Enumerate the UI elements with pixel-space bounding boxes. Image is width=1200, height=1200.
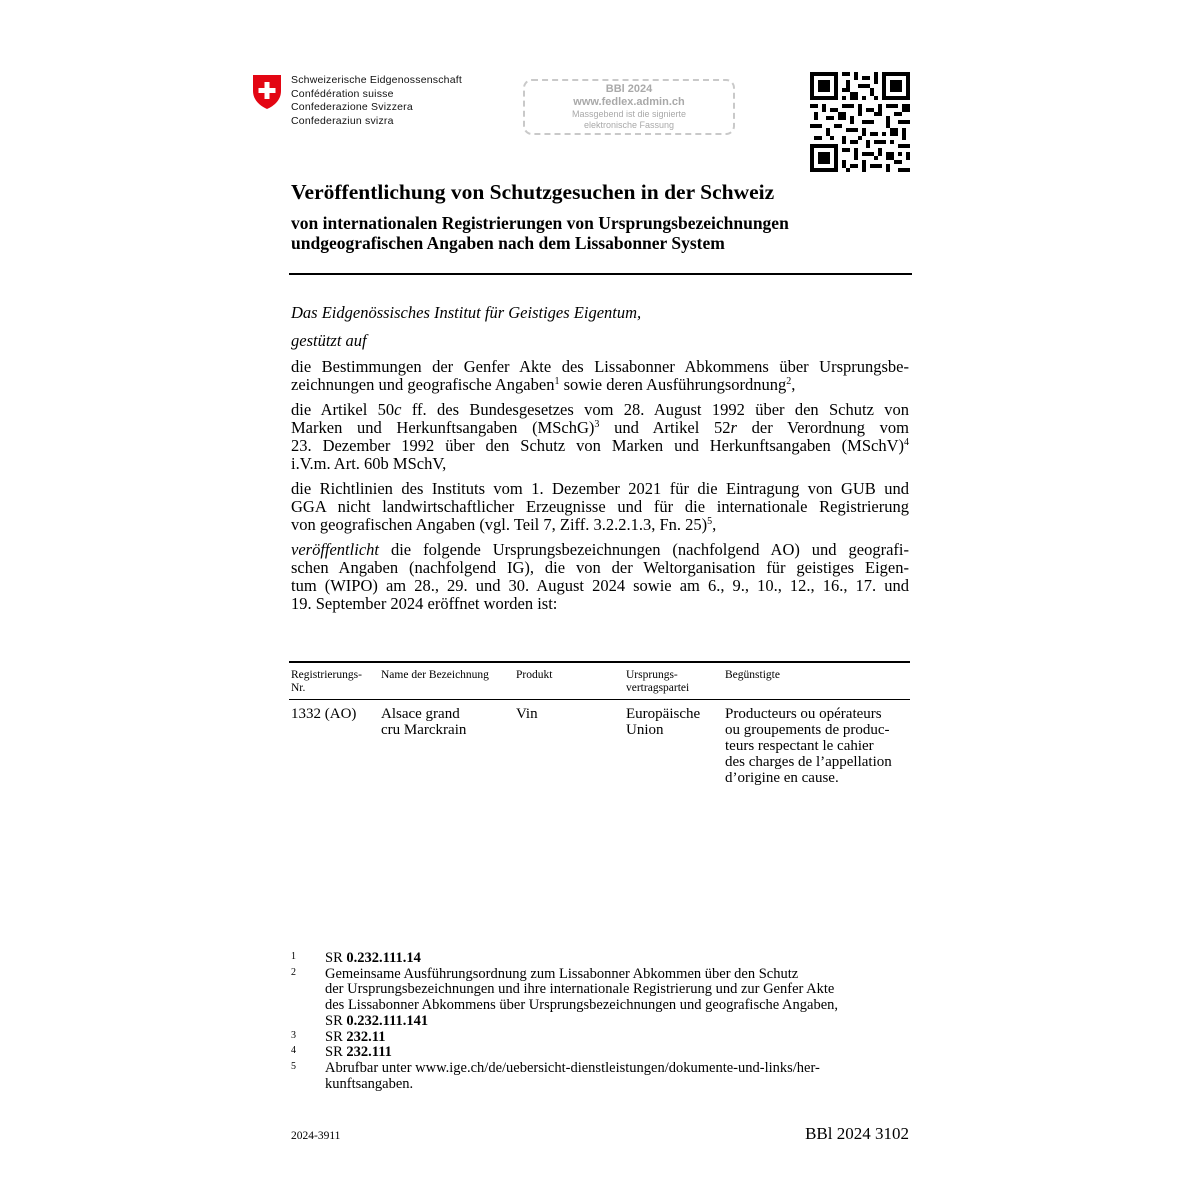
footnote-number: 1 (291, 951, 296, 962)
title-divider (289, 273, 912, 275)
cell-beneficiaries (725, 706, 910, 786)
text-segment: 23. Dezember 1992 über den Schutz von Marken und Herkunftsangaben (MSchV) (291, 436, 904, 455)
text-line: i.V.m. Art. 60b MSchV, (291, 454, 447, 473)
footnote-link[interactable]: Abrufbar unter www.ige.ch/de/uebersicht-dienstleistungen/dokumente-und-links/her- (325, 1059, 820, 1076)
footnote-text: Gemeinsame Ausführungsordnung zum Lissabonner Abkommen über den Schutz (325, 965, 799, 982)
based-on-line: gestützt auf (291, 331, 367, 350)
footnote-text: des Lissabonner Abkommens über Ursprungsbezeichnungen und geografische Angaben, (325, 997, 839, 1014)
subtitle-line-1: von internationalen Registrierungen von Ursprungsbezeichnungen (291, 213, 789, 233)
institute-line: Das Eidgenössisches Institut für Geistiges Eigentum, (291, 303, 642, 322)
footnote (291, 951, 911, 967)
footnote-sr-number[interactable]: 232.111 (346, 1044, 392, 1061)
footnote-number: 4 (291, 1045, 296, 1057)
footnote-text: SR (325, 1012, 347, 1029)
text-segment: , (712, 515, 717, 534)
text-segment: und Artikel 52 (599, 418, 731, 437)
cell-text: des charges de l’appellation (725, 754, 892, 770)
page-title: Veröffentlichung von Schutzgesuchen in der Schweiz (291, 180, 775, 204)
footnote-text: SR (325, 1044, 347, 1061)
text-line: GGA nicht landwirtschaftlicher Erzeugnisse und für die internationale Registrierung (291, 497, 909, 516)
text-segment: ff. des Bundesgesetzes vom 28. August 1992 über den Schutz von (401, 400, 910, 419)
footnote-number: 2 (291, 966, 296, 978)
header-contracting-party (626, 669, 723, 695)
text-segment: Marken und Herkunftsangaben (MSchG) (291, 418, 595, 437)
header-text: Registrierungs- (291, 669, 362, 681)
footnote-sr-number[interactable]: 0.232.111.141 (346, 1012, 429, 1029)
footnote-link[interactable]: kunftsangaben. (325, 1075, 414, 1092)
table-header-row (289, 663, 910, 695)
cell-text: Producteurs ou opérateurs (725, 706, 882, 722)
page-subtitle (291, 213, 789, 253)
table-row (289, 700, 910, 790)
confederation-name-de: Schweizerische Eidgenossenschaft (291, 74, 462, 86)
fedlex-stamp (523, 79, 735, 135)
footnote (291, 967, 911, 1030)
cell-text: d’origine en cause. (725, 770, 839, 786)
cell-contracting-party (626, 706, 723, 738)
qr-code-icon (810, 72, 910, 172)
text-line: 19. September 2024 eröffnet worden ist: (291, 594, 558, 613)
footnote-text: SR (325, 950, 347, 966)
cell-product: Vin (516, 706, 538, 722)
confederation-names (291, 74, 462, 128)
header-designation-name: Name der Bezeichnung (381, 669, 489, 681)
cell-designation-name (381, 706, 513, 738)
confederation-name-rm: Confederaziun svizra (291, 114, 394, 127)
text-line: tum (WIPO) am 28., 29. und 30. August 2024 sowie am 6., 9., 10., 12., 16., 17. und (291, 576, 909, 595)
text-segment: , (791, 375, 796, 394)
paragraph-lisbon-provisions (291, 358, 909, 394)
footnote-ref[interactable]: 5 (707, 516, 713, 527)
header-text: Ursprungs- (626, 669, 678, 681)
paragraph-institute-guidelines (291, 480, 909, 534)
cell-text: Europäische (626, 706, 701, 722)
text-segment: zeichnungen und geografische Angaben (291, 375, 555, 394)
cell-text: cru Marckrain (381, 722, 467, 738)
cell-registration-number: 1332 (AO) (291, 706, 357, 722)
cell-text: Alsace grand (381, 706, 460, 722)
document-number: 2024-3911 (291, 1130, 341, 1142)
confederation-name-it: Confederazione Svizzera (291, 101, 413, 113)
paragraph-publication (291, 541, 909, 613)
confederation-name-fr: Confédération suisse (291, 87, 394, 100)
cell-text: ou groupements de produc- (725, 722, 890, 738)
footnote-ref[interactable]: 3 (594, 419, 600, 430)
paragraph-mschg-articles (291, 401, 909, 473)
footnote-text: SR (325, 1028, 347, 1045)
footnote-sr-number[interactable]: 0.232.111.14 (346, 950, 421, 966)
stamp-url[interactable]: www.fedlex.admin.ch (573, 96, 685, 108)
footnote (291, 1045, 911, 1061)
footnote-number: 3 (291, 1029, 296, 1041)
text-segment: r (730, 418, 737, 437)
text-segment: veröffentlicht (291, 540, 379, 559)
footnote-text: der Ursprungsbezeichnungen und ihre internationale Registrierung und zur Genfer Akte (325, 981, 835, 998)
text-line: die Richtlinien des Instituts vom 1. Dezember 2021 für die Eintragung von GUB und (291, 479, 909, 498)
cell-text: Union (626, 722, 664, 738)
header-beneficiaries: Begünstigte (725, 669, 780, 681)
header-registration-number (291, 669, 379, 695)
stamp-line-3: Massgebend ist die signierte (571, 109, 687, 119)
swiss-confederation-logo (252, 74, 462, 128)
stamp-line-1: BBl 2024 (605, 83, 653, 95)
text-segment: von geografischen Angaben (vgl. Teil 7, Ziff. 3.2.2.1.3, Fn. 25) (291, 515, 708, 534)
footnote-sr-number[interactable]: 232.11 (346, 1028, 386, 1045)
text-line: schen Angaben (nachfolgend IG), die von der Weltorganisation für geistiges Eigen- (291, 558, 909, 577)
cell-text: teurs respectant le cahier (725, 738, 874, 754)
document-body (291, 304, 909, 613)
federal-gazette-reference: BBl 2024 3102 (805, 1124, 909, 1143)
subtitle-line-2: undgeografischen Angaben nach dem Lissabonner System (291, 233, 725, 253)
text-segment: sowie deren Ausführungsordnung (559, 375, 787, 394)
footnote-ref[interactable]: 4 (904, 437, 909, 448)
text-segment: c (394, 400, 402, 419)
text-segment: der Verordnung vom (736, 418, 909, 437)
footnote-ref[interactable]: 1 (554, 376, 560, 387)
text-line: die Bestimmungen der Genfer Akte des Lissabonner Abkommens über Ursprungsbe- (291, 357, 909, 376)
footnotes (291, 951, 911, 1092)
header-product: Produkt (516, 669, 553, 681)
header-text: vertragspartei (626, 682, 690, 694)
stamp-line-4: elektronische Fassung (583, 120, 675, 130)
header-text: Nr. (291, 682, 306, 694)
footnote (291, 1061, 911, 1092)
swiss-shield-icon (252, 74, 282, 110)
text-segment: die Artikel 50 (291, 400, 395, 419)
text-segment: die folgende Ursprungsbezeichnungen (nachfolgend AO) und geografi- (378, 540, 909, 559)
footnote-ref[interactable]: 2 (786, 376, 792, 387)
footnote-number: 5 (291, 1060, 296, 1072)
footnote (291, 1030, 911, 1046)
registrations-table (289, 661, 910, 790)
